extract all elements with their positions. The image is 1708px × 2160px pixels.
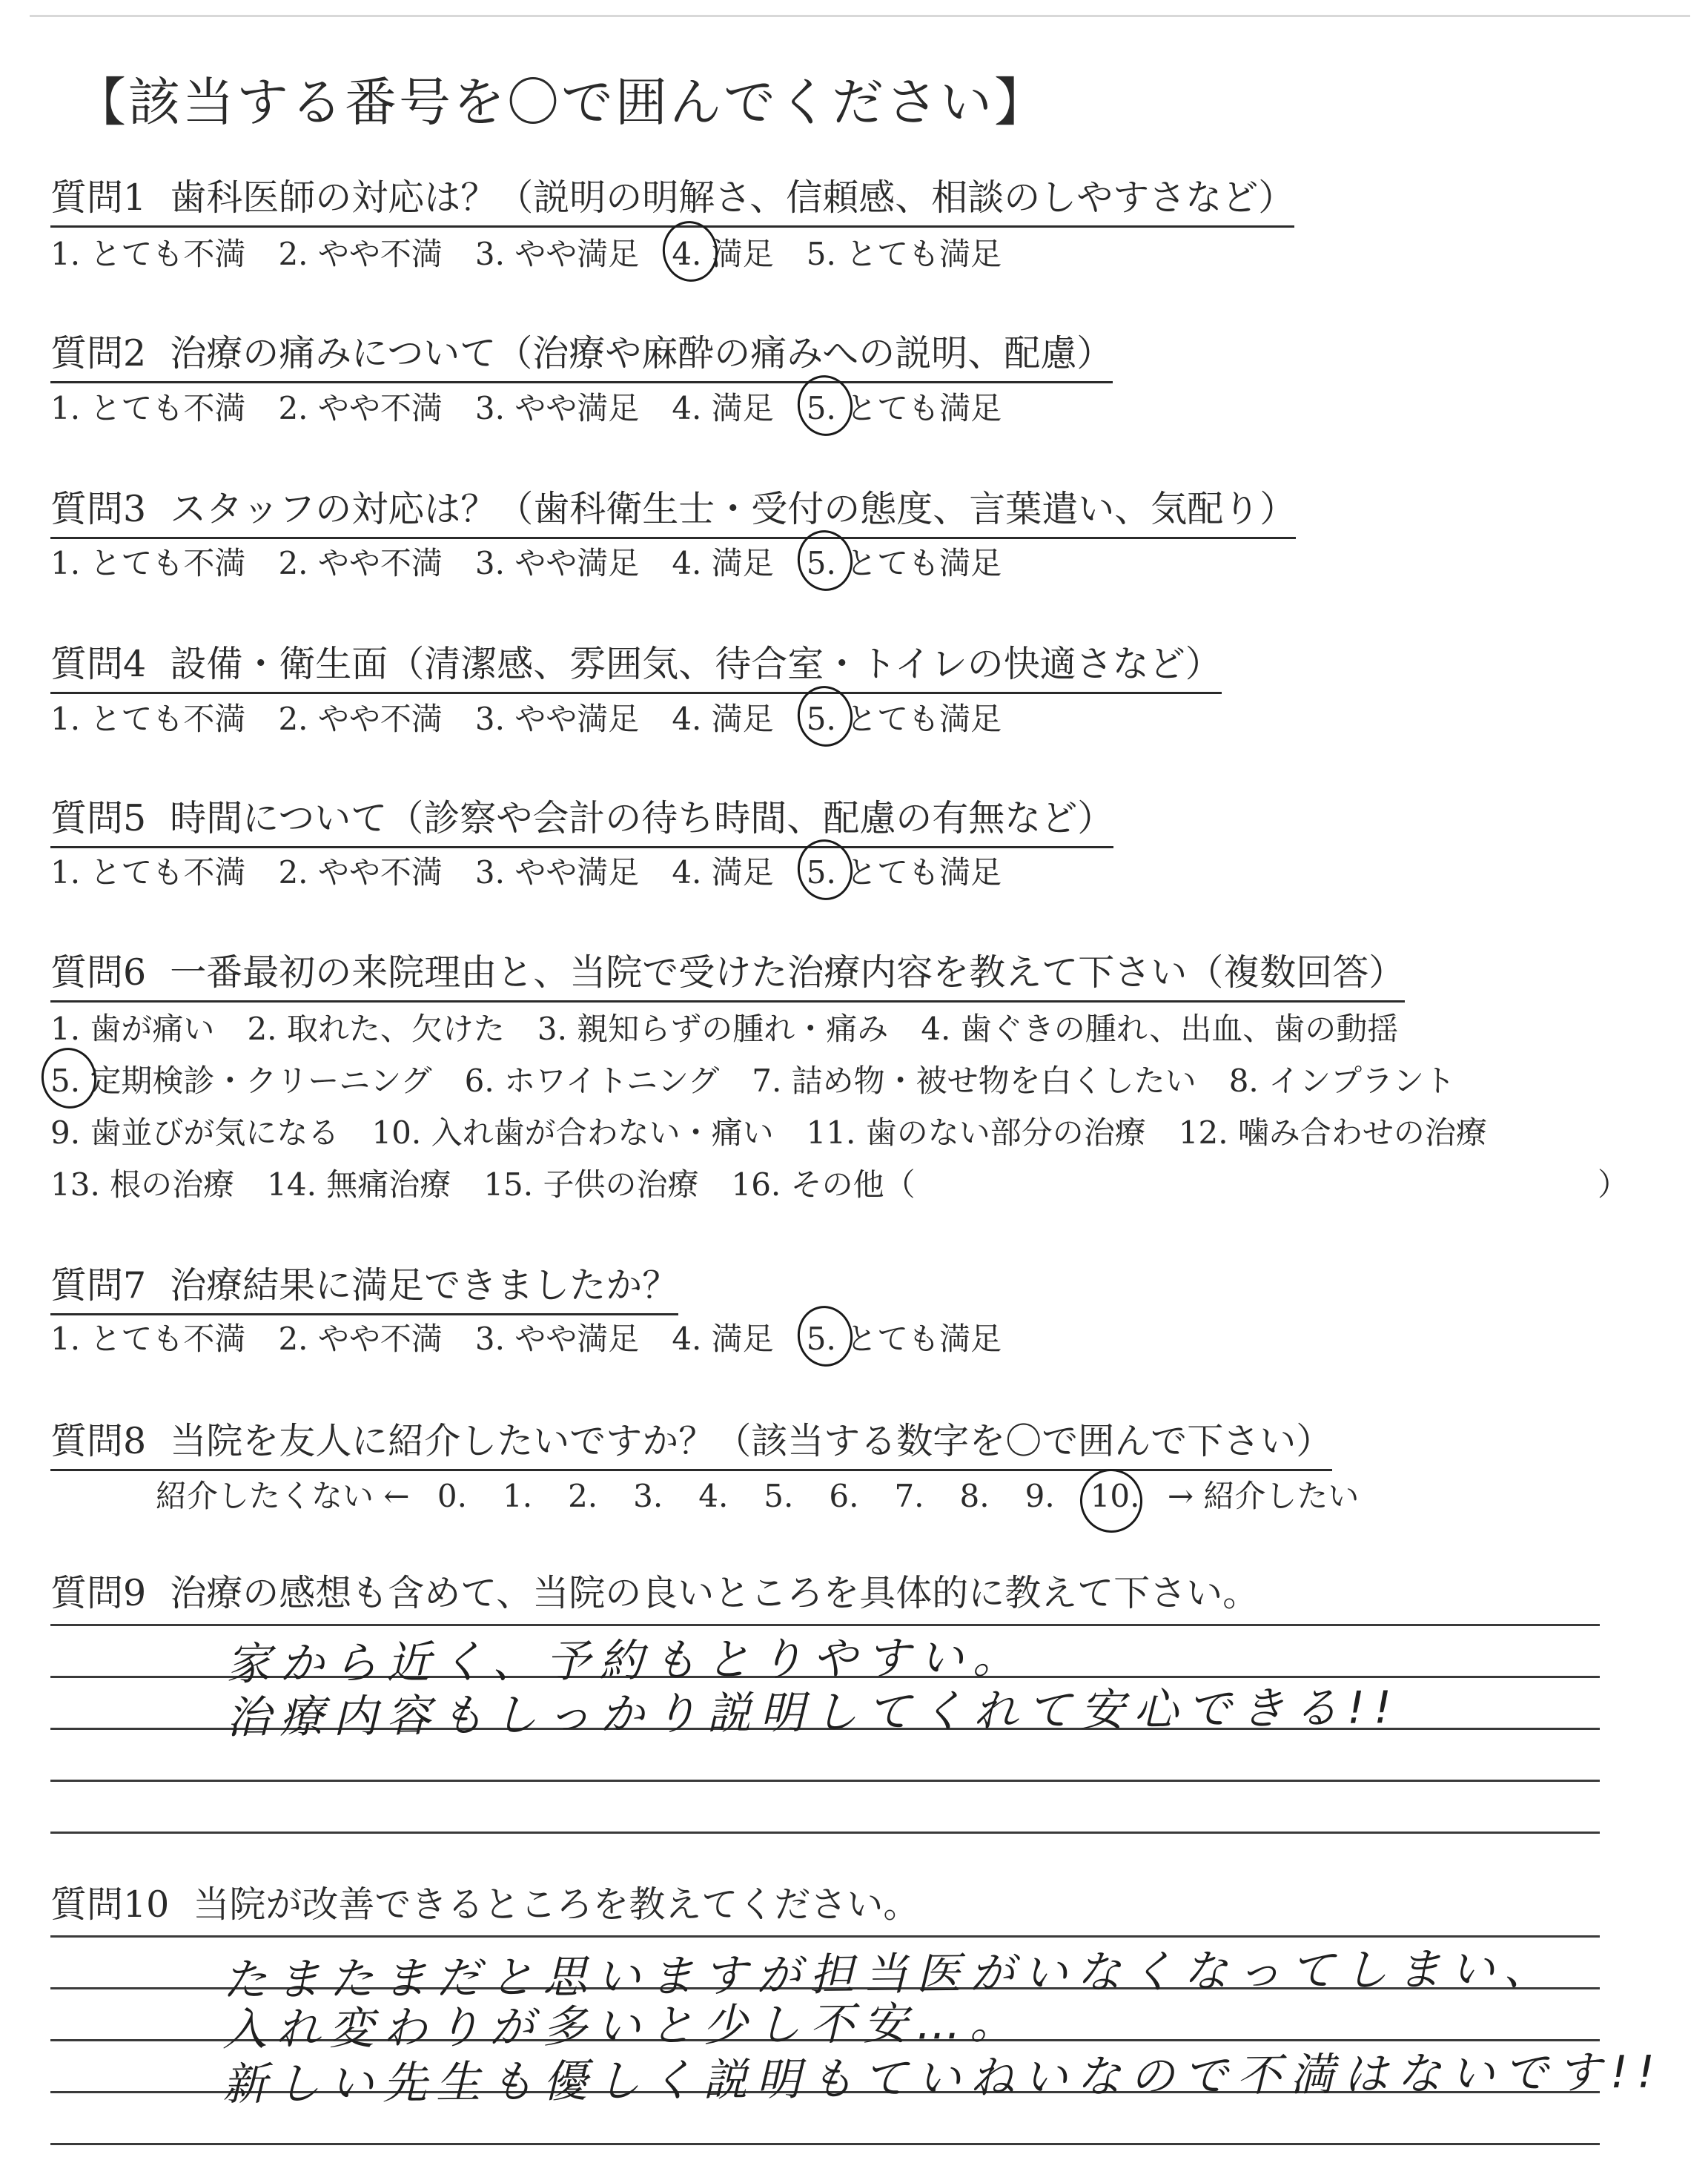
option-4-selected[interactable]: 4. 満足: [672, 230, 773, 274]
scale-tick[interactable]: 2.: [568, 1478, 598, 1514]
scale-tick[interactable]: 3.: [633, 1478, 663, 1514]
question-1-title: 質問1 歯科医師の対応は？（説明の明解さ、信頼感、相談のしやすさなど）: [50, 169, 1294, 228]
scale-tick[interactable]: 4.: [698, 1478, 729, 1514]
reason-option[interactable]: 6. ホワイトニング: [464, 1063, 720, 1099]
option-3[interactable]: 3. やや満足: [474, 390, 640, 426]
answer-line: [50, 2143, 1600, 2145]
question-6-title: 質問6 一番最初の来院理由と、当院で受けた治療内容を教えて下さい（複数回答）: [50, 944, 1405, 1003]
reason-option[interactable]: 14. 無痛治療: [267, 1166, 451, 1203]
page-header: 【該当する番号を〇で囲んでください】: [74, 72, 1048, 133]
option-1[interactable]: 1. とても不満: [50, 545, 246, 581]
option-3[interactable]: 3. やや満足: [474, 236, 640, 272]
reason-option[interactable]: 7. 詰め物・被せ物を白くしたい: [752, 1063, 1196, 1099]
reason-option[interactable]: 16. その他（: [731, 1166, 916, 1203]
scale-tick[interactable]: 5.: [764, 1478, 794, 1514]
option-1[interactable]: 1. とても不満: [50, 236, 246, 272]
option-2[interactable]: 2. やや不満: [278, 1321, 443, 1357]
option-2[interactable]: 2. やや不満: [278, 236, 443, 272]
question-7-title: 質問7 治療結果に満足できましたか？: [50, 1257, 678, 1315]
question-9-title: 質問9 治療の感想も含めて、当院の良いところを具体的に教えて下さい。: [50, 1572, 1260, 1614]
option-2[interactable]: 2. やや不満: [278, 390, 443, 426]
other-paren-close: ）: [1598, 1166, 1629, 1203]
option-4[interactable]: 4. 満足: [672, 854, 774, 891]
scale-tick[interactable]: 1.: [502, 1478, 533, 1514]
option-2[interactable]: 2. やや不満: [278, 701, 443, 737]
question-2-title: 質問2 治療の痛みについて（治療や麻酔の痛みへの説明、配慮）: [50, 325, 1113, 383]
option-5-selected[interactable]: 5. とても満足: [807, 384, 1002, 429]
option-3[interactable]: 3. やや満足: [474, 854, 640, 891]
scale-tick[interactable]: 0.: [437, 1478, 467, 1514]
reason-option[interactable]: 1. 歯が痛い: [50, 1011, 215, 1047]
question-4-options: [50, 695, 1034, 739]
recommend-scale: [156, 1472, 1359, 1516]
q10-answer-line-1[interactable]: たまたまだと思いますが担当医がいなくなってしまい、: [222, 1943, 1558, 2007]
option-1[interactable]: 1. とても不満: [50, 1321, 246, 1357]
option-5[interactable]: 5. とても満足: [806, 236, 1002, 272]
question-10-title: 質問10 当院が改善できるところを教えてください。: [50, 1883, 920, 1926]
reason-option[interactable]: 3. 親知らずの腫れ・痛み: [537, 1011, 889, 1047]
option-5-selected[interactable]: 5. とても満足: [807, 848, 1002, 893]
option-1[interactable]: 1. とても不満: [50, 390, 246, 426]
question-4-title: 質問4 設備・衛生面（清潔感、雰囲気、待合室・トイレの快適さなど）: [50, 635, 1222, 694]
reason-option[interactable]: 9. 歯並びが気になる: [50, 1114, 340, 1151]
option-5-selected[interactable]: 5. とても満足: [807, 695, 1002, 739]
option-3[interactable]: 3. やや満足: [474, 1321, 640, 1357]
question-3-title: 質問3 スタッフの対応は？（歯科衛生士・受付の態度、言葉遣い、気配り）: [50, 480, 1296, 539]
question-7-options: [50, 1315, 1034, 1359]
answer-line: [50, 1832, 1600, 1834]
reason-option[interactable]: 10. 入れ歯が合わない・痛い: [371, 1114, 774, 1151]
option-4[interactable]: 4. 満足: [672, 1321, 774, 1357]
scale-tick[interactable]: 6.: [829, 1478, 859, 1514]
question-5-options: [50, 848, 1034, 893]
q9-answer-line-1[interactable]: 家から近く、予約もとりやすい。: [225, 1631, 1027, 1691]
option-3[interactable]: 3. やや満足: [474, 701, 640, 737]
question-3-options: [50, 539, 1034, 584]
option-1[interactable]: 1. とても不満: [50, 701, 246, 737]
question-1-options: [50, 230, 1034, 274]
reason-option-selected[interactable]: 5. 定期検診・クリーニング: [50, 1057, 432, 1101]
option-4[interactable]: 4. 満足: [672, 545, 774, 581]
reason-option[interactable]: 13. 根の治療: [50, 1166, 235, 1203]
option-3[interactable]: 3. やや満足: [474, 545, 640, 581]
option-2[interactable]: 2. やや不満: [278, 545, 443, 581]
option-4[interactable]: 4. 満足: [672, 390, 774, 426]
option-4[interactable]: 4. 満足: [672, 701, 774, 737]
q10-answer-line-3[interactable]: 新しい先生も優しく説明もていねいなので不満はないです!!: [222, 2046, 1664, 2111]
q10-answer-line-2[interactable]: 入れ変わりが多いと少し不安…。: [222, 1997, 1024, 2056]
question-8-title: 質問8 当院を友人に紹介したいですか？（該当する数字を〇で囲んで下さい）: [50, 1413, 1332, 1471]
scale-right-label: → 紹介したい: [1167, 1478, 1360, 1514]
question-6-row-4: [50, 1160, 948, 1205]
question-6-row-3: [50, 1109, 1520, 1153]
reason-option[interactable]: 2. 取れた、欠けた: [247, 1011, 505, 1047]
scale-tick[interactable]: 9.: [1025, 1478, 1055, 1514]
q9-answer-line-2[interactable]: 治療内容もしっかり説明してくれて安心できる!!: [225, 1682, 1401, 1744]
question-5-title: 質問5 時間について（診察や会計の待ち時間、配慮の有無など）: [50, 790, 1113, 848]
scale-tick[interactable]: 8.: [959, 1478, 990, 1514]
option-1[interactable]: 1. とても不満: [50, 854, 246, 891]
option-2[interactable]: 2. やや不満: [278, 854, 443, 891]
reason-option[interactable]: 11. 歯のない部分の治療: [806, 1114, 1146, 1151]
scale-tick[interactable]: 7.: [894, 1478, 924, 1514]
scale-tick-selected[interactable]: 10.: [1090, 1478, 1140, 1514]
reason-option[interactable]: 8. インプラント: [1228, 1063, 1456, 1099]
question-6-row-1: [50, 1005, 1431, 1049]
reason-option[interactable]: 12. 噛み合わせの治療: [1178, 1114, 1487, 1151]
question-6-row-2: [50, 1057, 1488, 1101]
option-5-selected[interactable]: 5. とても満足: [807, 1315, 1002, 1359]
top-border: [30, 15, 1690, 17]
question-2-options: [50, 384, 1034, 429]
answer-line: [50, 1780, 1600, 1782]
reason-option[interactable]: 15. 子供の治療: [483, 1166, 699, 1203]
option-5-selected[interactable]: 5. とても満足: [807, 539, 1002, 584]
reason-option[interactable]: 4. 歯ぐきの腫れ、出血、歯の動揺: [921, 1011, 1399, 1047]
scale-left-label: 紹介したくない ←: [156, 1478, 410, 1514]
